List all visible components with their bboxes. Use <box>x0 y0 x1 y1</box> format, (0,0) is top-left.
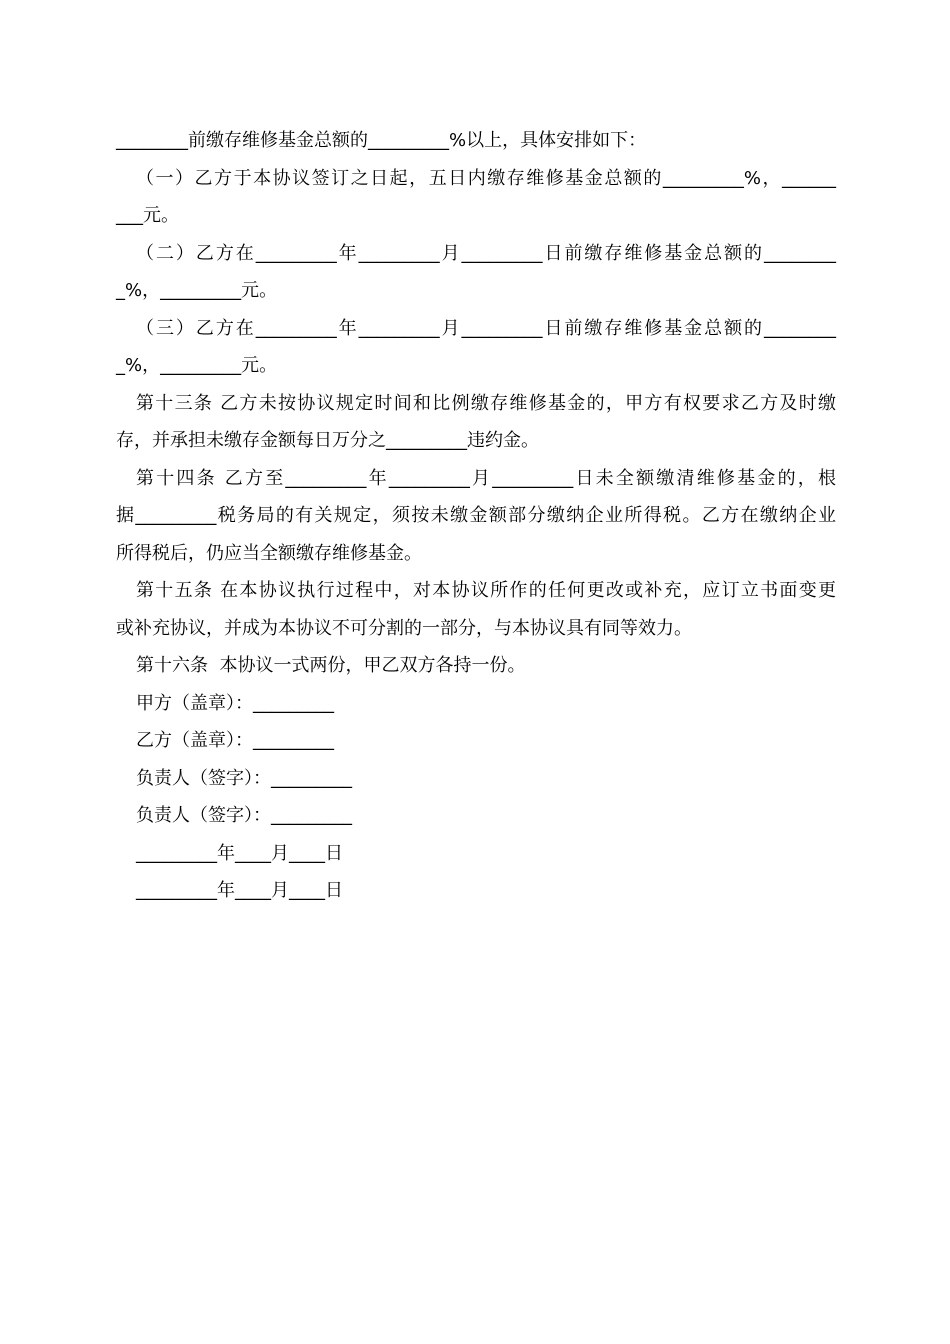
text-line-11: 据_________税务局的有关规定，须按未缴金额部分缴纳企业所得税。乙方在缴纳企业 <box>116 505 836 526</box>
text-line-6: （三）乙方在_________年_________月_________日前缴存维修基金总额的________ <box>136 317 836 339</box>
signature-representative-b: 负责人（签字）：_________ <box>136 805 352 826</box>
signature-party-a: 甲方（盖章）：_________ <box>136 692 334 714</box>
signature-representative-a: 负责人（签字）：_________ <box>136 767 352 789</box>
text-line-15: 第十六条 本协议一式两份，甲乙双方各持一份。 <box>136 655 526 676</box>
text-line-13: 第十五条 在本协议执行过程中，对本协议所作的任何更改或补充，应订立书面变更 <box>136 580 836 601</box>
text-line-1: ________前缴存维修基金总额的_________%以上，具体安排如下： <box>116 130 647 151</box>
text-line-5: _%，_________元。 <box>116 280 278 301</box>
text-line-2: （一）乙方于本协议签订之日起，五日内缴存维修基金总额的_________%，______ <box>136 167 836 189</box>
document-page <box>116 122 836 910</box>
date-line-a: _________年____月____日 <box>136 842 343 864</box>
text-line-14: 或补充协议，并成为本协议不可分割的一部分，与本协议具有同等效力。 <box>116 617 692 639</box>
text-line-8: 第十三条 乙方未按协议规定时间和比例缴存维修基金的，甲方有权要求乙方及时缴 <box>136 392 836 414</box>
text-line-4: （二）乙方在_________年_________月_________日前缴存维修基金总额的________ <box>136 242 836 264</box>
signature-party-b: 乙方（盖章）：_________ <box>136 730 334 751</box>
text-line-7: _%，_________元。 <box>116 355 278 376</box>
text-line-10: 第十四条 乙方至_________年_________月_________日未全额缴清维修基金的，根 <box>136 467 836 489</box>
date-line-b: _________年____月____日 <box>136 880 343 901</box>
text-line-3: ___元。 <box>116 205 179 226</box>
text-line-9: 存，并承担未缴存金额每日万分之_________违约金。 <box>116 430 539 451</box>
text-line-12: 所得税后，仍应当全额缴存维修基金。 <box>116 542 422 564</box>
